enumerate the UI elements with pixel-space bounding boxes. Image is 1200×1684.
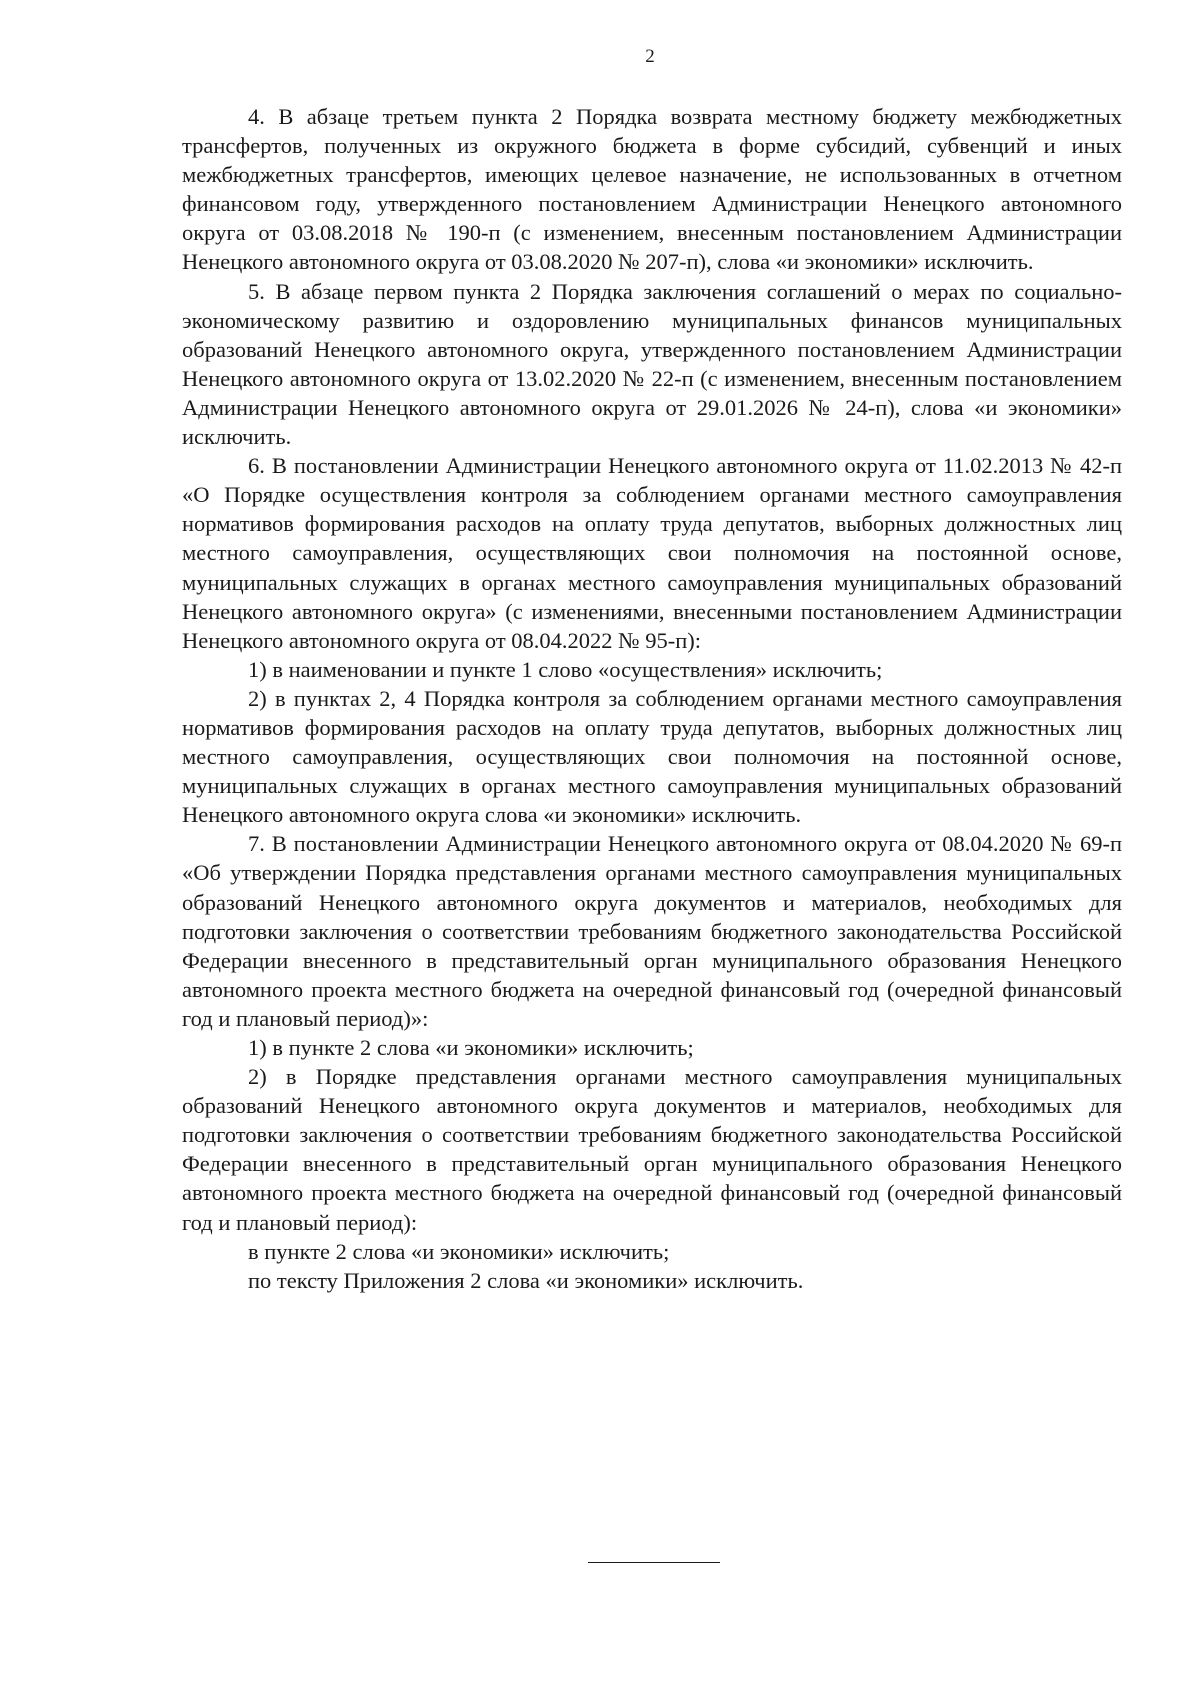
document-end-rule	[588, 1562, 720, 1563]
document-body	[182, 102, 1122, 1295]
paragraph-item-7-subitem-2-point-a: в пункте 2 слова «и экономики» исключить;	[248, 1238, 670, 1264]
paragraph-item-5: 5. В абзаце первом пункта 2 Порядка заключения соглашений о мерах по социально-экономическому развитию и оздоровлению муниципальных финансов муниципальных образований Ненецкого автономного округа, утвержденного постановлением Администрации Ненецкого автономного округа от 13.02.2020 № 22-п (с изменением, внесенным постановлением Администрации Ненецкого автономного округа от 29.01.2026 № 24-п), слова «и экономики» исключить.	[182, 278, 1122, 450]
paragraph-item-4: 4. В абзаце третьем пункта 2 Порядка возврата местному бюджету межбюджетных трансфертов, полученных из окружного бюджета в форме субсидий, субвенций и иных межбюджетных трансфертов, имеющих целевое назначение, не использованных в отчетном финансовом году, утвержденного постановлением Администрации Ненецкого автономного округа от 03.08.2018 № 190-п (с изменением, внесенным постановлением Администрации Ненецкого автономного округа от 03.08.2020 № 207-п), слова «и экономики» исключить.	[182, 104, 1122, 275]
paragraph-item-7: 7. В постановлении Администрации Ненецкого автономного округа от 08.04.2020 № 69-п «Об утверждении Порядка представления органами местного самоуправления муниципальных образований Ненецкого автономного округа документов и материалов, необходимых для подготовки заключения о соответствии требованиям бюджетного законодательства Российской Федерации внесенного в представительный орган муниципального образования Ненецкого автономного проекта местного бюджета на очередной финансовый год (очередной финансовый год и плановый период)»:	[182, 831, 1122, 1031]
paragraph-item-7-subitem-2-point-b: по тексту Приложения 2 слова «и экономики» исключить.	[248, 1267, 804, 1293]
page-number: 2	[645, 46, 655, 67]
paragraph-item-6: 6. В постановлении Администрации Ненецкого автономного округа от 11.02.2013 № 42-п «О Порядке осуществления контроля за соблюдением органами местного самоуправления нормативов формирования расходов на оплату труда депутатов, выборных должностных лиц местного самоуправления, осуществляющих свои полномочия на постоянной основе, муниципальных служащих в органах местного самоуправления муниципальных образований Ненецкого автономного округа» (с изменениями, внесенными постановлением Администрации Ненецкого автономного округа от 08.04.2022 № 95-п):	[182, 453, 1122, 653]
paragraph-item-7-subitem-1: 1) в пункте 2 слова «и экономики» исключить;	[248, 1035, 694, 1060]
paragraph-item-6-subitem-2: 2) в пунктах 2, 4 Порядка контроля за соблюдением органами местного самоуправления нормативов формирования расходов на оплату труда депутатов, выборных должностных лиц местного самоуправления, осуществляющих свои полномочия на постоянной основе, муниципальных служащих в органах местного самоуправления муниципальных образований Ненецкого автономного округа слова «и экономики» исключить.	[182, 685, 1122, 828]
paragraph-item-6-subitem-1: 1) в наименовании и пункте 1 слово «осуществления» исключить;	[248, 656, 883, 682]
paragraph-item-7-subitem-2: 2) в Порядке представления органами местного самоуправления муниципальных образований Ненецкого автономного округа документов и материалов, необходимых для подготовки заключения о соответствии требованиям бюджетного законодательства Российской Федерации внесенного в представительный орган муниципального образования Ненецкого автономного проекта местного бюджета на очередной финансовый год (очередной финансовый год и плановый период):	[182, 1064, 1122, 1235]
